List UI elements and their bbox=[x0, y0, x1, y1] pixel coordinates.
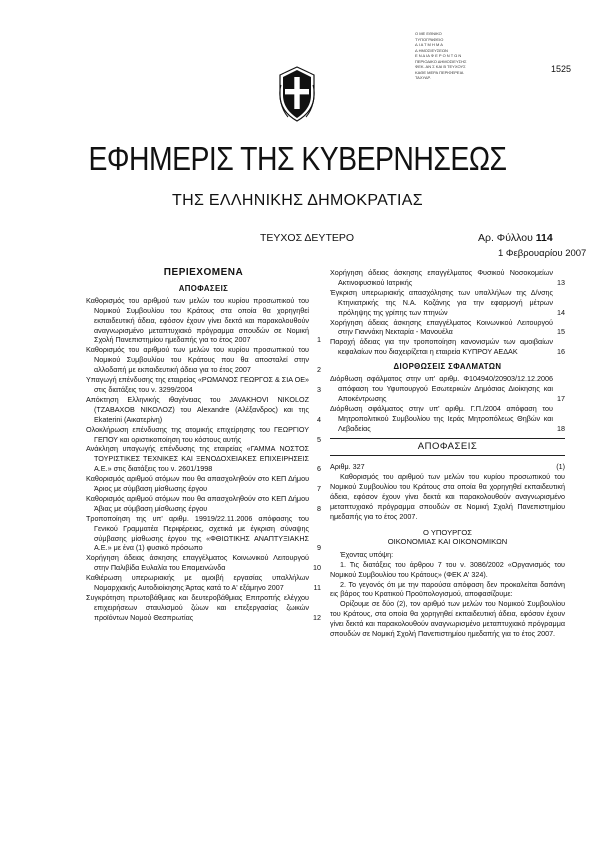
decision-number: Αριθμ. 327 bbox=[330, 462, 365, 472]
gazette-subtitle: ΤΗΣ ΕΛΛΗΝΙΚΗΣ ΔΗΜΟΚΡΑΤΙΑΣ bbox=[172, 192, 423, 209]
toc-entry-page: 6 bbox=[317, 464, 321, 474]
toc-entry[interactable] bbox=[86, 444, 321, 474]
toc-entry-page: 13 bbox=[557, 277, 565, 287]
minister-heading bbox=[330, 528, 565, 546]
toc-entry-text: Υπαγωγή επένδυσης της εταιρείας «ΡΩΜΑΝΟΣ ΓΕΩΡΓΟΣ & ΣΙΑ ΟΕ» στις διατάξεις του ν. 3299/2004 bbox=[86, 375, 309, 394]
issue-date: 1 Φεβρουαρίου 2007 bbox=[498, 248, 587, 259]
toc-entry-page: 7 bbox=[317, 484, 321, 494]
toc-entry[interactable] bbox=[86, 345, 321, 375]
toc-entry-text: Απόκτηση Ελληνικής ιθαγένειας του JAVAKHOVI NIKOLOZ (ΤΖΑΒΑΧΟΒ ΝΙΚΟΛΟΖ) του Alexandre (Αλέξανδρος) και της Ekaterini (Αικατερίνη) bbox=[86, 394, 309, 424]
toc-entry-page: 1 bbox=[317, 335, 321, 345]
toc-entry-text: Τροποποίηση της υπ' αριθμ. 19919/22.11.2006 απόφασης του Γενικού Γραμματέα Περιφέρειας, σχετικά με έγκριση σύναψης σύμβασης μίσθωσης έργου της «ΦΘΙΩΤΙΚΗΣ ΑΝΑΠΤΥΞΙΑΚΗΣ Α.Ε.» με ένα (1) φυσικό πρόσωπο bbox=[86, 513, 309, 553]
toc-entry-text: Καθιέρωση υπερωριακής με αμοιβή εργασίας υπαλλήλων Νομαρχιακής Αυτοδιοίκησης Άρτας κατά το Α' εξάμηνο 2007 bbox=[86, 573, 309, 593]
toc-entry-page: 8 bbox=[317, 503, 321, 513]
minister-line: ΟΙΚΟΝΟΜΙΑΣ ΚΑΙ ΟΙΚΟΝΟΜΙΚΩΝ bbox=[387, 536, 508, 546]
decision-marker: (1) bbox=[556, 462, 565, 472]
sheet-number: 114 bbox=[535, 232, 553, 244]
printer-line: ΤΑΧΥΔΡ. bbox=[415, 75, 431, 80]
toc-entry[interactable] bbox=[86, 375, 321, 395]
contents-column-left bbox=[86, 268, 321, 623]
correction-entry-page: 18 bbox=[557, 423, 565, 433]
issue-label: ΤΕΥΧΟΣ ΔΕΥΤΕΡΟ bbox=[260, 232, 355, 244]
printer-line: ΚΑΘΕ ΜΕΡΑ ΠΕΡΙΦΕΡΕΙΑ bbox=[415, 69, 464, 75]
toc-entry[interactable] bbox=[330, 288, 565, 318]
decision-title: Καθορισμός του αριθμού των μελών του κυρίου προσωπικού του Νομικού Συμβουλίου του Κράτους στα οποία θα χορηγηθεί εκπαιδευτική άδεια, εφόσον έχουν γίνει δεκτά και παρακολουθούν αναγνωρισμένο μεταπτυχιακό πρόγραμμα σπουδών σε Νομική Σχολή Πανεπιστημίου ημεδαπής για το έτος 2007. bbox=[330, 472, 565, 521]
decision-number-line bbox=[330, 462, 565, 472]
correction-entry[interactable] bbox=[330, 404, 565, 434]
toc-entry-page: 16 bbox=[557, 347, 565, 357]
toc-entry[interactable] bbox=[86, 573, 321, 593]
toc-entry-text: Καθορισμός αριθμού ατόμων που θα απασχοληθούν στο ΚΕΠ Δήμου Άβιας με σύμβαση μίσθωσης έργου bbox=[86, 493, 309, 513]
decision-paragraph: 1. Τις διατάξεις του άρθρου 7 του ν. 3086/2002 «Οργανισμός του Νομικού Συμβουλίου του Κράτους» (ΦΕΚ Α' 324). bbox=[330, 559, 565, 579]
toc-entry[interactable] bbox=[330, 318, 565, 338]
toc-entry[interactable] bbox=[86, 494, 321, 514]
decisions-heading: ΑΠΟΦΑΣΕΙΣ bbox=[417, 440, 478, 452]
sheet-number-label bbox=[478, 232, 553, 244]
decisions-subheading: ΑΠΟΦΑΣΕΙΣ bbox=[178, 283, 229, 293]
toc-entry[interactable] bbox=[86, 553, 321, 573]
toc-entry-page: 10 bbox=[313, 563, 321, 573]
toc-entry-text: Ανάκληση υπαγωγής επένδυσης της εταιρείας «ΓΑΜΜΑ ΝΟΣΤΟΣ ΤΟΥΡΙΣΤΙΚΕΣ ΤΕΧΝΙΚΕΣ ΚΑΙ ΞΕΝΟΔΟΧΕΙΑΚΕΣ ΕΠΙΧΕΙΡΗΣΕΙΣ Α.Ε.» στις διατάξεις του ν. 2601/1998 bbox=[86, 444, 309, 474]
considering-line: Έχοντας υπόψη: bbox=[340, 549, 394, 559]
toc-entry-text: Καθορισμός του αριθμού των μελών του κυρίου προσωπικού του Νομικού Συμβουλίου του Κράτους στα οποία θα χορηγηθεί εκπαιδευτική άδεια, εφόσον έχουν γίνει δεκτά και παρακολουθούν αναγνωρισμένο μεταπτυχιακό πρόγραμμα σπουδών σε Νομική Σχολή Πανεπιστημίου ημεδαπής για το έτος 2007 bbox=[86, 295, 309, 345]
contents-column-right bbox=[330, 268, 565, 639]
toc-entry-text: Έγκριση υπερωριακής απασχόλησης των υπαλλήλων της Δ/νσης Κτηνιατρικής της Ν.Α. Κοζάνης για την εφαρμογή μέτρων πρόληψης της γρίπης των πτηνών bbox=[330, 287, 553, 317]
toc-entry-text: Καθορισμός του αριθμού των μελών του κυρίου προσωπικού του Νομικού Συμβουλίου του Κράτους που θα αποσταλεί στην αλλοδαπή με εκπαιδευτική άδεια για το έτος 2007 bbox=[86, 345, 309, 375]
toc-entry[interactable] bbox=[86, 296, 321, 346]
printer-line: Ε Ν Δ ΙΑ Φ Ε Ρ Ο Ν Τ Ω Ν bbox=[415, 53, 462, 58]
toc-entry[interactable] bbox=[86, 425, 321, 445]
toc-entry-page: 3 bbox=[317, 384, 321, 394]
toc-entry[interactable] bbox=[86, 395, 321, 425]
toc-entry-text: Ολοκλήρωση επένδυσης της ατομικής επιχείρησης του ΓΕΩΡΓΙΟΥ ΓΕΠΟΥ και οριστικοποίηση του κόστους αυτής bbox=[86, 424, 309, 444]
printer-info bbox=[415, 31, 485, 81]
decision-paragraph: 2. Το γεγονός ότι με την παρούσα απόφαση δεν προκαλείται δαπάνη εις βάρος του Κρατικού Προϋπολογισμού, αποφασίζουμε: bbox=[330, 579, 565, 599]
toc-entry[interactable] bbox=[330, 268, 565, 288]
section-divider-bottom bbox=[330, 455, 565, 456]
toc-entry-page: 4 bbox=[317, 414, 321, 424]
toc-entry[interactable] bbox=[330, 337, 565, 357]
contents-heading: ΠΕΡΙΕΧΟΜΕΝΑ bbox=[163, 267, 244, 278]
printer-line: ΠΕΡΙΟΔΙΚΟ ΔΗΜΟΣΙΕΥΣΗΣ bbox=[415, 58, 467, 64]
toc-entry-text: Καθορισμός αριθμού ατόμων που θα απασχοληθούν στο ΚΕΠ Δήμου Άριος με σύμβαση μίσθωσης έργου bbox=[86, 474, 309, 494]
toc-entry-page: 5 bbox=[317, 434, 321, 444]
printer-line: Ο ΜΕ ΕΘΝΙΚΟ bbox=[415, 31, 442, 36]
toc-entry[interactable] bbox=[86, 474, 321, 494]
sheet-label: Αρ. Φύλλου bbox=[478, 232, 533, 244]
correction-entry-text: Διόρθωση σφάλματος στην υπ' αριθμ. Φ104940/20903/12.12.2006 απόφαση του Υφυπουργού Εσωτερικών Δημόσιας Διοίκησης και Αποκέντρωσης bbox=[330, 374, 553, 403]
page-number: 1525 bbox=[551, 64, 572, 74]
toc-entry-text: Χορήγηση άδειας άσκησης επαγγέλματος Φυσικού Νοσοκομείων Ακτινοφυσικού Ιατρικής bbox=[330, 268, 553, 287]
toc-entry-text: Συγκρότηση πρωτοβάθμιας και δευτεροβάθμιας Επιτροπής ελέγχου επιχειρήσεων σταυλισμού ζώων και επεξεργασίας ζωικών προϊόντων Νομού Θεσπρωτίας bbox=[86, 593, 309, 622]
printer-line: ΦΕΚ. ΑΝ Σ ΚΑΙ Β ΤΕΥΧΟΥΣ bbox=[415, 64, 466, 69]
toc-entry[interactable] bbox=[86, 593, 321, 623]
correction-entry-text: Διόρθωση σφάλματος στην υπ' αριθμ. Γ.Π./2004 απόφαση του Μητροπολιτικού Συμβουλίου της Ιεράς Μητροπόλεως Θηβών και Λεβαδείας bbox=[330, 403, 553, 433]
toc-entry-text: Χορήγηση άδειας άσκησης επαγγέλματος Κοινωνικού Λειτουργού στην Γιαννάκη Νεκταρία - Μανουέλα bbox=[330, 317, 553, 337]
toc-entry-page: 14 bbox=[557, 307, 565, 317]
toc-entry-page: 12 bbox=[313, 612, 321, 622]
toc-entry-page: 15 bbox=[557, 327, 565, 337]
toc-entry-page: 9 bbox=[317, 543, 321, 553]
toc-entry-text: Παροχή άδειας για την τροποποίηση κανονισμών των αμοιβαίων κεφαλαίων που διαχειρίζεται η εταιρεία ΚΥΠΡΟΥ ΑΕΔΑΚ bbox=[330, 337, 553, 357]
toc-entry-text: Χορήγηση άδειας άσκησης επαγγέλματος Κοινωνικού Λειτουργού στην Παλιβίδα Ευλαλία του Επαμεινώνδα bbox=[86, 553, 309, 573]
coat-of-arms-icon bbox=[278, 65, 316, 123]
printer-line: Δ ΗΜΟΣΙΕΥΣΕΩΝ bbox=[415, 47, 448, 53]
correction-entry[interactable] bbox=[330, 374, 565, 404]
printer-line: Δ Ι Α Τ Μ Η Μ Α bbox=[415, 42, 443, 47]
minister-line: Ο ΥΠΟΥΡΓΟΣ bbox=[422, 527, 472, 537]
decision-paragraph: Ορίζουμε σε δύο (2), τον αριθμό των μελών του Νομικού Συμβουλίου του Κράτους, στα οποία θα χορηγηθεί εκπαιδευτική άδεια, εφόσον έχουν γίνει δεκτά και παρακολουθούν αναγνωρισμένο μεταπτυχιακό πρόγραμμα σπουδών σε Νομική Σχολή Πανεπιστημίου ημεδαπής για το έτος 2007. bbox=[330, 599, 565, 639]
correction-entry-page: 17 bbox=[557, 393, 565, 403]
toc-entry[interactable] bbox=[86, 514, 321, 554]
toc-entry-page: 2 bbox=[317, 365, 321, 375]
section-divider-top bbox=[330, 438, 565, 439]
printer-line: ΤΥΠΟΓΡΑΦΕΙΟ bbox=[415, 36, 444, 42]
corrections-subheading: ΔΙΟΡΘΩΣΕΙΣ ΣΦΑΛΜΑΤΩΝ bbox=[393, 362, 502, 372]
toc-entry-page: 11 bbox=[313, 583, 321, 593]
gazette-title: ΕΦΗΜΕΡΙΣ ΤΗΣ ΚΥΒΕΡΝΗΣΕΩΣ bbox=[88, 140, 507, 177]
toc-list bbox=[86, 296, 321, 623]
